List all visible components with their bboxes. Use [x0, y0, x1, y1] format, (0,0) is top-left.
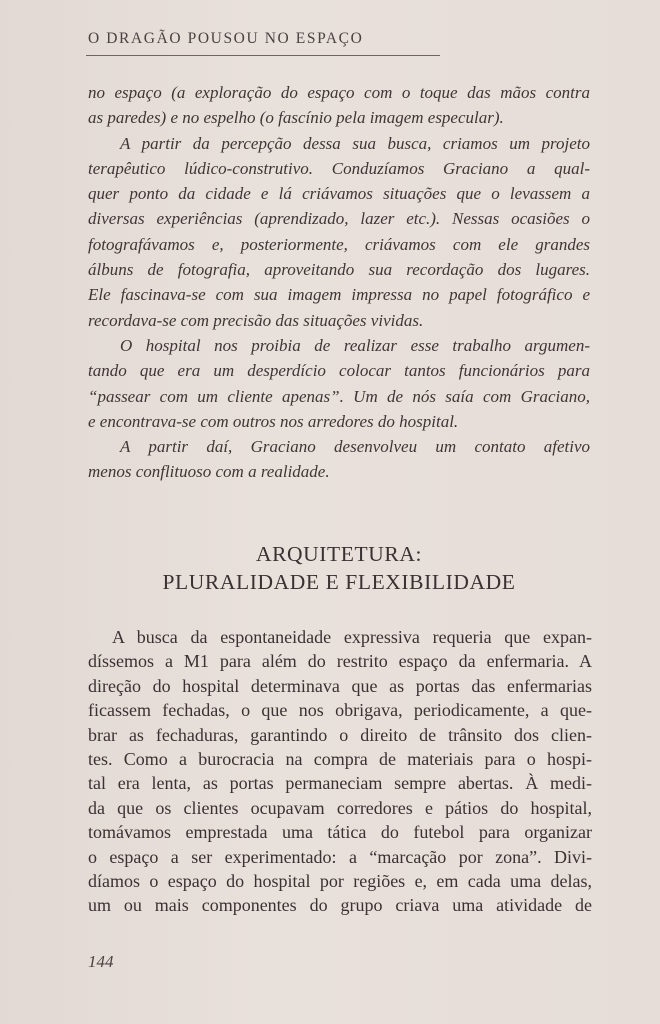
text-line: “passear com um cliente apenas”. Um de nós saía com Graciano,	[88, 386, 590, 406]
text-line: quer ponto da cidade e lá criávamos situações que o levassem a	[88, 184, 590, 204]
paragraph	[88, 80, 590, 131]
text-line: A partir daí, Graciano desenvolveu um contato afetivo	[120, 437, 590, 457]
text-line: tando que era um desperdício colocar tantos funcionários para	[88, 361, 590, 381]
text-line: e encontrava-se com outros nos arredores do hospital.	[88, 411, 459, 431]
text-line: no espaço (a exploração do espaço com o toque das mãos contra	[88, 83, 590, 102]
paragraph	[88, 131, 590, 333]
text-line: Ele fascinava-se com sua imagem impressa no papel fotográfico e	[88, 285, 590, 305]
running-head-rule	[86, 55, 440, 56]
body-text	[88, 625, 592, 918]
text-line: díamos o espaço do hospital por regiões e, em cada uma delas,	[88, 871, 592, 892]
text-line: recordava-se com precisão das situações vividas.	[88, 310, 424, 330]
text-line: álbuns de fotografia, aproveitando sua recordação dos lugares.	[88, 260, 590, 280]
page-number: 144	[88, 952, 114, 971]
text-line: ficassem fechadas, o que nos obrigava, periodicamente, a que-	[88, 700, 592, 721]
text-line: fotografávamos e, posteriormente, criávamos com ele grandes	[88, 234, 590, 254]
text-line: terapêutico lúdico-construtivo. Conduzíamos Graciano a qual-	[88, 158, 590, 178]
italic-case-text	[88, 80, 590, 485]
section-heading-line: ARQUITETURA:	[255, 542, 423, 566]
text-line: da que os clientes ocupavam corredores e pátios do hospital,	[88, 797, 592, 818]
text-line: as paredes) e no espelho (o fascínio pela imagem especular).	[88, 108, 504, 128]
text-line: um ou mais componentes do grupo criava uma atividade de	[88, 895, 592, 916]
paragraph	[88, 625, 592, 918]
text-line: díssemos a M1 para além do restrito espaço da enfermaria. A	[88, 651, 592, 672]
text-line: tal era lenta, as portas permaneciam sempre abertas. À medi-	[88, 773, 592, 794]
text-line: direção do hospital determinava que as portas das enfermarias	[88, 675, 592, 696]
text-line: menos conflituoso com a realidade.	[88, 462, 330, 482]
section-heading	[88, 540, 590, 596]
text-line: o espaço a ser experimentado: a “marcação por zona”. Divi-	[88, 846, 592, 867]
paragraph	[88, 434, 590, 485]
text-line: O hospital nos proibia de realizar esse trabalho argumen-	[120, 335, 590, 355]
text-line: diversas experiências (aprendizado, lazer etc.). Nessas ocasiões o	[88, 209, 590, 229]
paragraph	[88, 333, 590, 434]
text-line: brar as fechaduras, garantindo o direito de trânsito dos clien-	[88, 724, 592, 745]
text-line: tes. Como a burocracia na compra de materiais para o hospi-	[88, 749, 592, 770]
running-head: O DRAGÃO POUSOU NO ESPAÇO	[88, 30, 364, 47]
text-line: tomávamos emprestada uma tática do futebol para organizar	[88, 822, 592, 843]
text-line: A partir da percepção dessa sua busca, criamos um projeto	[120, 133, 590, 153]
section-heading-line: PLURALIDADE E FLEXIBILIDADE	[162, 570, 516, 594]
text-line: A busca da espontaneidade expressiva requeria que expan-	[112, 627, 592, 647]
